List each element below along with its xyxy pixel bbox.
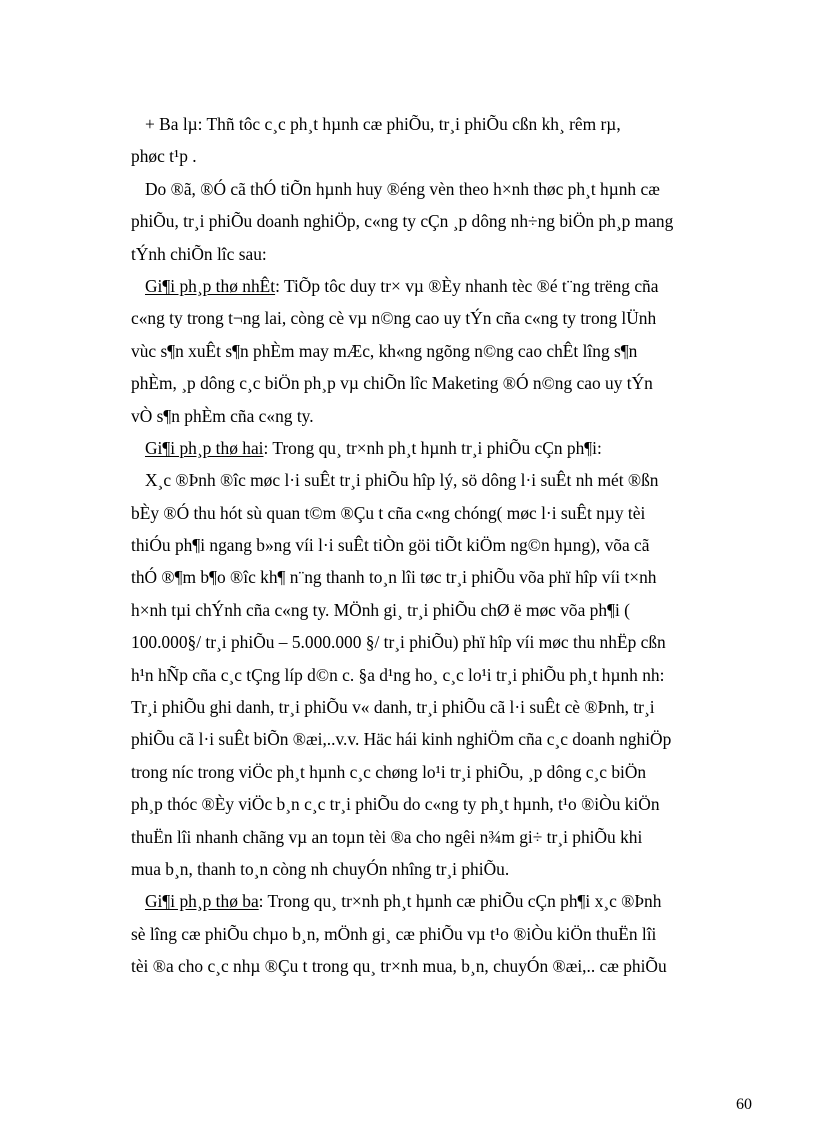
solution-heading: Gi¶i ph¸p thø nhÊt xyxy=(145,275,276,296)
line-text: vÒ s¶n phÈm cña c«ng ty. xyxy=(131,405,314,426)
text-line xyxy=(131,594,741,626)
text-line xyxy=(131,302,741,334)
line-text: phiÕu cã l·i suÊt biÕn ®æi,..v.v. Häc hái kinh nghiÖm cña c¸c doanh nghiÖp xyxy=(131,729,672,750)
body-text xyxy=(131,108,741,983)
text-line xyxy=(131,335,741,367)
line-text: Do ®ã, ®Ó cã thÓ tiÕn hµnh huy ®éng vèn theo h×nh thøc ph¸t hµnh cæ xyxy=(145,178,660,199)
text-line xyxy=(131,821,741,853)
text-line xyxy=(131,464,741,496)
text-line xyxy=(131,108,741,140)
text-line xyxy=(131,950,741,982)
page-number: 60 xyxy=(736,1096,752,1113)
line-text: phøc t¹p . xyxy=(131,146,197,167)
text-line xyxy=(131,205,741,237)
line-text: mua b¸n, thanh to¸n còng nh chuyÓn nhîng tr¸i phiÕu. xyxy=(131,858,510,879)
line-text: thiÓu ph¶i ngang b»ng víi l·i suÊt tiÒn göi tiÕt kiÖm ng©n hµng), võa cã xyxy=(131,535,650,556)
line-text: + Ba lµ: Thñ tôc c¸c ph¸t hµnh cæ phiÕu, tr¸i phiÕu cßn kh¸ rêm rµ, xyxy=(145,114,621,134)
text-line xyxy=(131,400,741,432)
text-line xyxy=(131,432,741,464)
line-text: Tr¸i phiÕu ghi danh, tr¸i phiÕu v« danh, tr¸i phiÕu cã l·i suÊt cè ®Þnh, tr¸i xyxy=(131,697,655,718)
text-line xyxy=(131,885,741,917)
text-line xyxy=(131,756,741,788)
line-text: h×nh tµi chÝnh cña c«ng ty. MÖnh gi¸ tr¸i phiÕu chØ ë møc võa ph¶i ( xyxy=(131,599,630,620)
line-text: trong níc trong viÖc ph¸t hµnh c¸c chøng lo¹i tr¸i phiÕu, ¸p dông c¸c biÖn xyxy=(131,761,647,782)
line-text: X¸c ®Þnh ®îc møc l·i suÊt tr¸i phiÕu hîp lý, sö dông l·i suÊt nh mét ®ßn xyxy=(145,470,659,491)
text-line xyxy=(131,853,741,885)
line-text: vùc s¶n xuÊt s¶n phÈm may mÆc, kh«ng ngõng n©ng cao chÊt lîng s¶n xyxy=(131,340,638,361)
text-line xyxy=(131,561,741,593)
text-line xyxy=(131,497,741,529)
text-line xyxy=(131,140,741,172)
line-text: 100.000§/ tr¸i phiÕu – 5.000.000 §/ tr¸i phiÕu) phï hîp víi møc thu nhËp cßn xyxy=(131,632,666,653)
text-line xyxy=(131,723,741,755)
text-line xyxy=(131,367,741,399)
text-line xyxy=(131,918,741,950)
line-text: tèi ®a cho c¸c nhµ ®Çu t trong qu¸ tr×nh mua, b¸n, chuyÓn ®æi,.. cæ phiÕu xyxy=(131,956,667,977)
line-text: phiÕu, tr¸i phiÕu doanh nghiÖp, c«ng ty cÇn ¸p dông nh÷ng biÖn ph¸p mang xyxy=(131,211,674,232)
line-text: tÝnh chiÕn lîc sau: xyxy=(131,243,267,264)
text-line xyxy=(131,173,741,205)
line-text: phÈm, ¸p dông c¸c biÖn ph¸p vµ chiÕn lîc Maketing ®Ó n©ng cao uy tÝn xyxy=(131,373,653,394)
line-text: : Trong qu¸ tr×nh ph¸t hµnh cæ phiÕu cÇn ph¶i x¸c ®Þnh xyxy=(258,891,662,912)
solution-heading: Gi¶i ph¸p thø hai xyxy=(145,437,264,458)
line-text: : TiÕp tôc duy tr× vµ ®Èy nhanh tèc ®é t¨ng trëng cña xyxy=(275,275,659,296)
line-text: sè lîng cæ phiÕu chµo b¸n, mÖnh gi¸ cæ phiÕu vµ t¹o ®iÒu kiÖn thuËn lîi xyxy=(131,923,657,944)
text-line xyxy=(131,691,741,723)
solution-heading: Gi¶i ph¸p thø ba xyxy=(145,891,259,912)
text-line xyxy=(131,659,741,691)
text-line xyxy=(131,529,741,561)
line-text: c«ng ty trong t¬ng lai, còng cè vµ n©ng cao uy tÝn cña c«ng ty trong lÜnh xyxy=(131,308,657,329)
text-line xyxy=(131,238,741,270)
line-text: bÈy ®Ó thu hót sù quan t©m ®Çu t cña c«ng chóng( møc l·i suÊt nµy tèi xyxy=(131,502,646,523)
line-text: ph¸p thóc ®Èy viÖc b¸n c¸c tr¸i phiÕu do c«ng ty ph¸t hµnh, t¹o ®iÒu kiÖn xyxy=(131,794,660,815)
line-text: thuËn lîi nhanh chãng vµ an toµn tèi ®a cho ngêi n¾m gi÷ tr¸i phiÕu khi xyxy=(131,826,643,847)
line-text: : Trong qu¸ tr×nh ph¸t hµnh tr¸i phiÕu cÇn ph¶i: xyxy=(263,437,602,458)
line-text: thÓ ®¶m b¶o ®îc kh¶ n¨ng thanh to¸n lîi tøc tr¸i phiÕu võa phï hîp víi t×nh xyxy=(131,567,657,588)
text-line xyxy=(131,626,741,658)
line-text: h¹n hÑp cña c¸c tÇng líp d©n c. §a d¹ng ho¸ c¸c lo¹i tr¸i phiÕu ph¸t hµnh nh: xyxy=(131,664,665,685)
text-line xyxy=(131,788,741,820)
text-line xyxy=(131,270,741,302)
